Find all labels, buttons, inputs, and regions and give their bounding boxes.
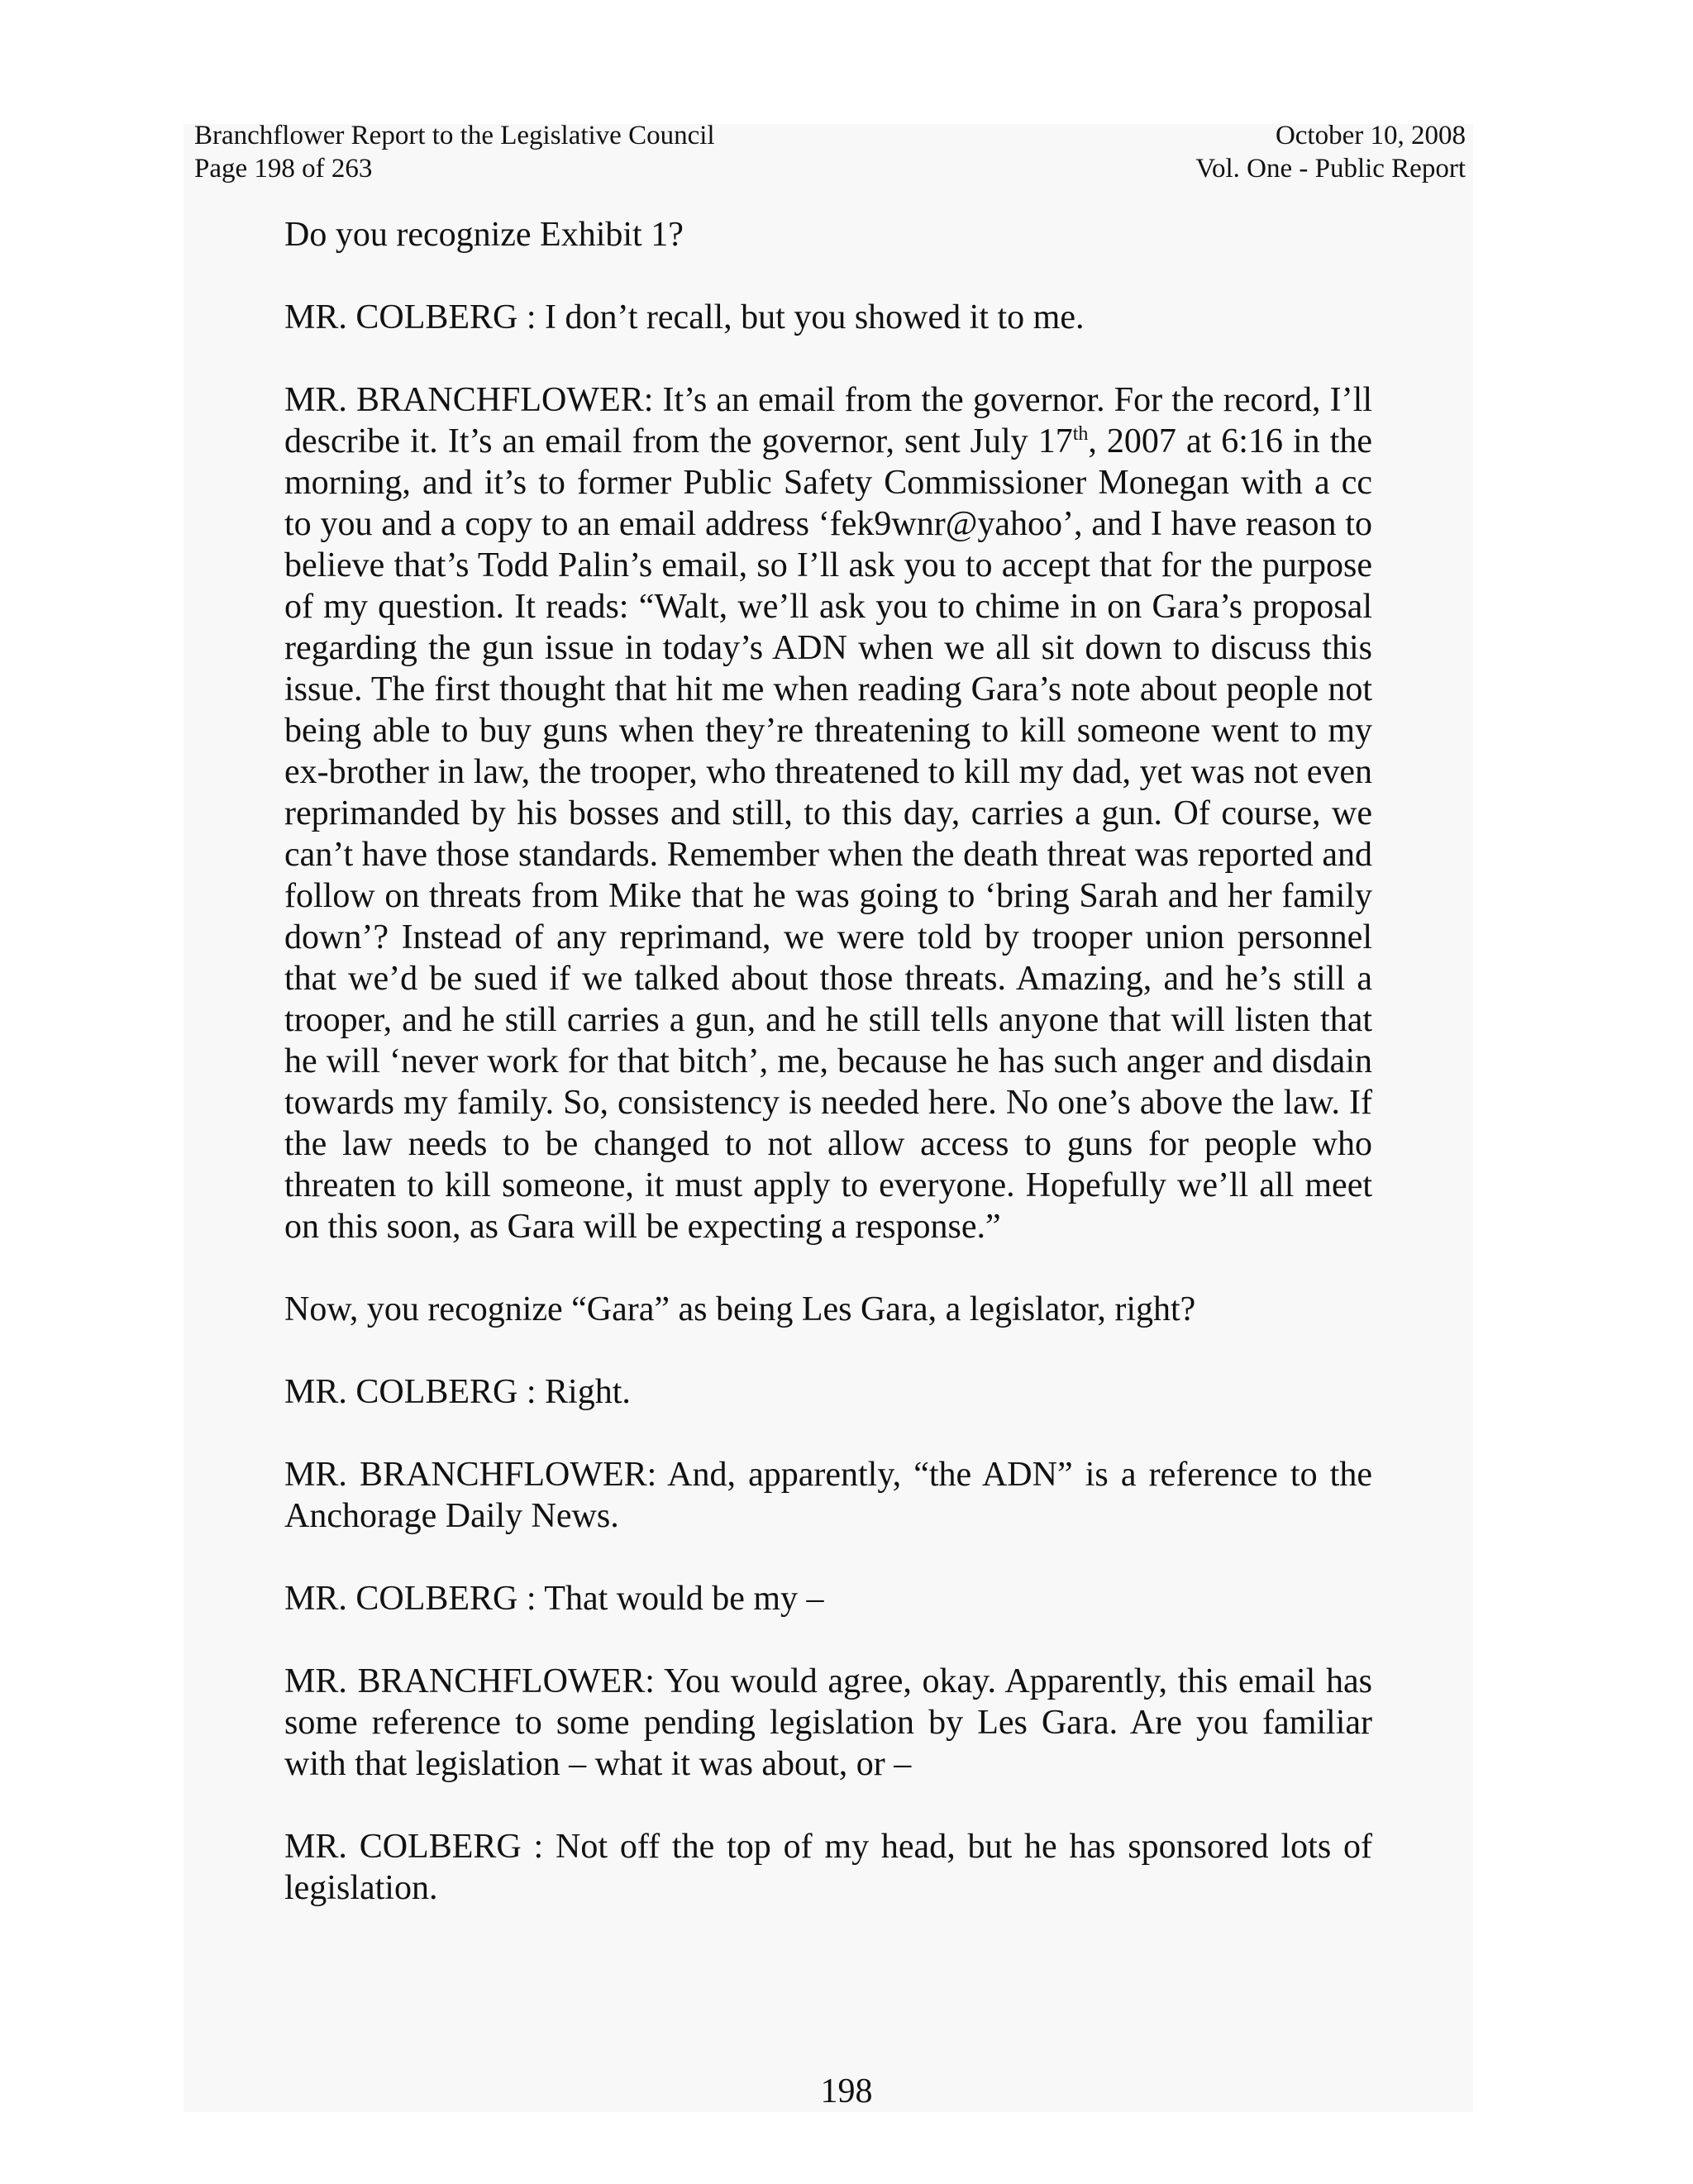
paragraph-colberg-1: MR. COLBERG : I don’t recall, but you showed it to me. <box>284 298 1085 336</box>
paragraph-colberg-3: MR. COLBERG : That would be my – <box>284 1580 824 1618</box>
header-left <box>194 119 715 185</box>
email-reading-part-1: MR. BRANCHFLOWER: It’s an email from the governor. For the record, I’ll describe it. It’s an email from the governor, sent July 17 <box>284 381 1372 460</box>
paragraph-question-exhibit: Do you recognize Exhibit 1? <box>284 216 684 254</box>
paragraph-colberg-4: MR. COLBERG : Not off the top of my head, but he has sponsored lots of legislation. <box>284 1828 1372 1907</box>
paragraph-adn-reference: MR. BRANCHFLOWER: And, apparently, “the ADN” is a reference to the Anchorage Daily News. <box>284 1456 1372 1535</box>
paragraph-email-reading <box>284 379 1372 1247</box>
paragraph-legislation-question: MR. BRANCHFLOWER: You would agree, okay. Apparently, this email has some reference to some pending legislation by Les Gara. Are you familiar with that legislation – what it was about, or – <box>284 1662 1372 1783</box>
ordinal-suffix: th <box>1072 423 1089 445</box>
paragraph-gara-question: Now, you recognize “Gara” as being Les Gara, a legislator, right? <box>284 1290 1196 1328</box>
transcript-body <box>284 214 1372 1909</box>
page-of-count: Page 198 of 263 <box>194 154 373 184</box>
report-title: Branchflower Report to the Legislative Council <box>194 121 715 150</box>
page-number: 198 <box>820 2072 873 2110</box>
paragraph-colberg-2: MR. COLBERG : Right. <box>284 1373 631 1411</box>
report-volume: Vol. One - Public Report <box>1195 154 1466 184</box>
report-date: October 10, 2008 <box>1275 121 1466 150</box>
header-right <box>1195 119 1466 185</box>
email-reading-part-2: , 2007 at 6:16 in the morning, and it’s to former Public Safety Commissioner Monegan with a cc to you and a copy to an email address ‘fek9wnr@yahoo’, and I have reason to believe that’s Todd Palin’s email, so I’ll ask you to accept that for the purpose of my question. It reads: “Walt, we’ll ask you to chime in on Gara’s proposal regarding the gun issue in today’s ADN when we all sit down to discuss this issue. The first thought that hit me when reading Gara’s note about people not being able to buy guns when they’re threatening to kill someone went to my ex-brother in law, the trooper, who threatened to kill my dad, yet was not even reprimanded by his bosses and still, to this day, carries a gun. Of course, we can’t have those standards. Remember when the death threat was reported and follow on threats from Mike that he was going to ‘bring Sarah and her family down’? Instead of any reprimand, we were told by trooper union personnel that we’d be sued if we talked about those threats. Amazing, and he’s still a trooper, and he still carries a gun, and he still tells anyone that will listen that he will ‘never work for that bitch’, me, because he has such anger and disdain towards my family. So, consistency is needed here. No one’s above the law. If the law needs to be changed to not allow access to guns for people who threaten to kill someone, it must apply to everyone. Hopefully we’ll all meet on this soon, as Gara will be expecting a response.” <box>284 422 1372 1246</box>
